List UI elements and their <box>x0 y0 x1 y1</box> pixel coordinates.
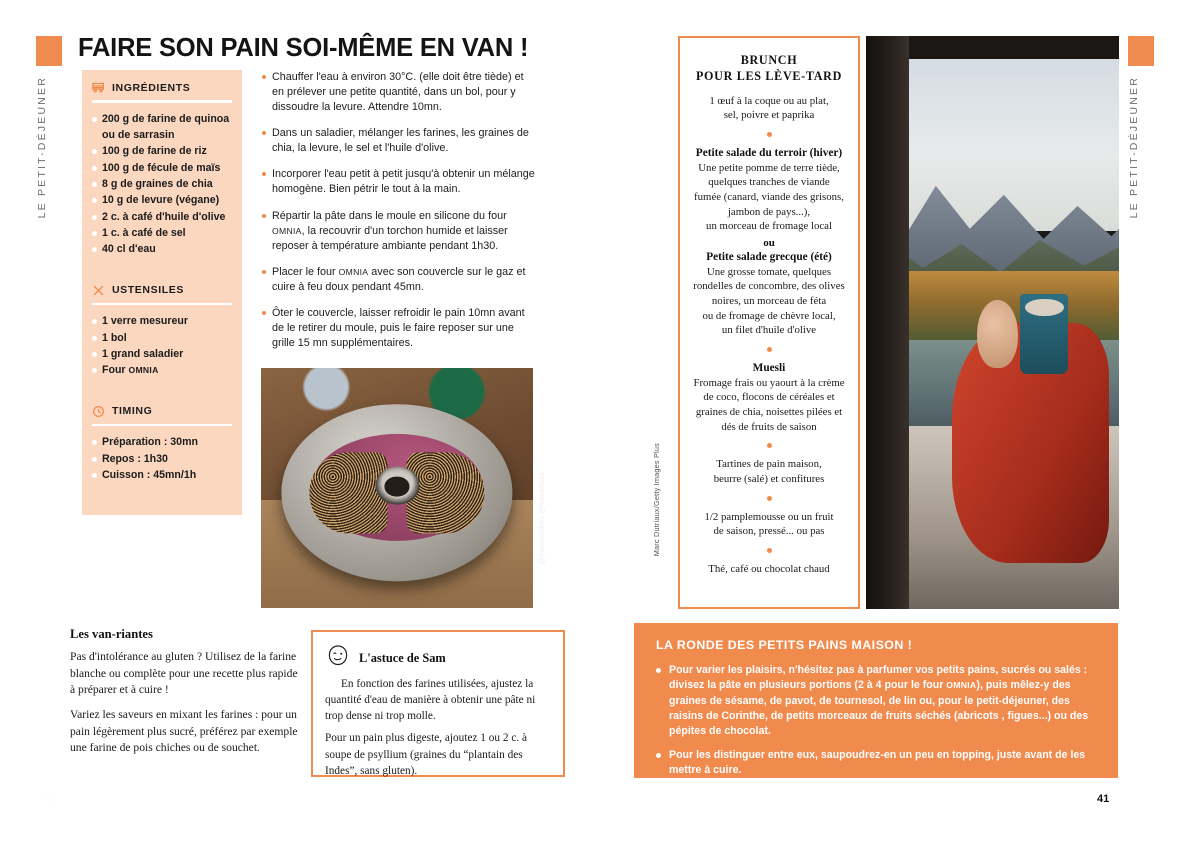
instruction-steps <box>262 70 537 362</box>
petits-pains-callout <box>634 623 1118 778</box>
list-item: Four OMNIA <box>92 363 234 378</box>
brunch-subheading: Petite salade grecque (été) <box>706 251 832 263</box>
omnia-pan <box>281 404 512 582</box>
list-item: 8 g de graines de chia <box>92 177 234 192</box>
brunch-box <box>678 36 860 609</box>
timing-header <box>82 394 242 424</box>
utensils-cross-icon <box>92 284 105 297</box>
brunch-text: Thé, café ou chocolat chaud <box>708 563 830 576</box>
brunch-body <box>689 94 849 577</box>
side-tab-right <box>1128 36 1170 218</box>
van-window-photo <box>866 36 1119 609</box>
step: Placer le four OMNIA avec son couvercle sur le gaz et cuire à feu doux pendant 45mn. <box>262 265 537 295</box>
brunch-text: 1/2 pamplemousse ou un fruit de saison, pressé... ou pas <box>704 510 834 538</box>
ustensiles-header <box>82 273 242 303</box>
divider <box>92 303 232 306</box>
recipe-info-panel <box>82 70 242 515</box>
list-item: Pour les distinguer entre eux, saupoudrez-en un peu en topping, juste avant de les mettre à cuire. <box>656 748 1100 779</box>
section-label-left: LE PETIT-DÉJEUNER <box>36 76 48 219</box>
brunch-title <box>689 52 849 85</box>
step: Chauffer l'eau à environ 30°C. (elle doit être tiède) et en prélever une petite quantité, dans un bol, pour y dissoudre la levure. Attendre 10mn. <box>262 70 537 115</box>
list-item: Repos : 1h30 <box>92 452 234 467</box>
list-item: 1 c. à café de sel <box>92 226 234 241</box>
list-item: 10 g de levure (végane) <box>92 193 234 208</box>
dot-separator <box>767 443 772 448</box>
side-tab-left <box>36 36 78 218</box>
list-item: 1 bol <box>92 331 234 346</box>
list-item: 2 c. à café d'huile d'olive <box>92 210 234 225</box>
list-item: Cuisson : 45mn/1h <box>92 468 234 483</box>
ingredients-heading: INGRÉDIENTS <box>112 81 191 94</box>
brunch-title-line1: BRUNCH <box>740 53 798 67</box>
divider <box>92 424 232 427</box>
brunch-text: Fromage frais ou yaourt à la crème de coco, flocons de céréales et graines de chia, noisettes pilées et dés de fruits de saison <box>693 376 845 433</box>
list-item: 1 grand saladier <box>92 347 234 362</box>
brunch-text: 1 œuf à la coque ou au plat, sel, poivre et paprika <box>709 94 829 122</box>
clock-icon <box>92 405 105 418</box>
dot-separator <box>767 496 772 501</box>
callout-list <box>656 663 1100 779</box>
divider <box>92 100 232 103</box>
bread-photo <box>261 368 533 608</box>
astuce-heading: L'astuce de Sam <box>359 651 446 665</box>
list-item: Préparation : 30mn <box>92 435 234 450</box>
paragraph: Pour un pain plus digeste, ajoutez 1 ou 2 c. à soupe de psyllium (graines du “plantain des Indes”, sans gluten). <box>325 732 528 777</box>
coffee-mug <box>1020 294 1068 374</box>
hand <box>977 300 1017 369</box>
step: Ôter le couvercle, laisser refroidir le pain 10mn avant de le retirer du moule, puis le faire reposer sur une grille 15 mn supplémentaires. <box>262 306 537 351</box>
page-number-right: 41 <box>1097 793 1110 805</box>
section-color-swatch <box>1128 36 1154 66</box>
brunch-subheading: Muesli <box>752 362 786 375</box>
bread-piece-right <box>406 452 485 534</box>
photo-credit-bread: @marcelvibes @lescoflocs <box>537 472 546 565</box>
paragraph: En fonction des farines utilisées, ajustez la quantité d'eau de manière à obtenir une pâte ni trop dense ni trop molle. <box>325 678 536 723</box>
ustensiles-list <box>82 314 242 378</box>
list-item: Pour varier les plaisirs, n'hésitez pas à parfumer vos petits pains, sucrés ou salés : divisez la pâte en plusieurs portions (2 à 4 pour le four OMNIA), puis mêlez-y des graines de sésame, de pavot, de tournesol, de lin ou, pour le petit-déjeuner, des raisins de Corinthe, de petits morceaux de fruits séchés (abricots , figues...) ou des pépites de chocolat. <box>656 663 1100 740</box>
sam-face-icon <box>325 643 351 674</box>
paragraph: Pas d'intolérance au gluten ? Utilisez de la farine blanche ou complète pour une recette plus rapide à préparer et à cuire ! <box>70 650 298 697</box>
step: Répartir la pâte dans le moule en silicone du four OMNIA, la recouvrir d'un torchon humide et laisser reposer à température ambiante pendant 1h30. <box>262 209 537 254</box>
brunch-text: Une petite pomme de terre tiède, quelques tranches de viande fumée (canard, viande des grisons, jambon de pays...), un morceau de fromage local <box>694 161 844 233</box>
section-label-right: LE PETIT-DÉJEUNER <box>1128 76 1140 219</box>
timing-heading: TIMING <box>112 405 153 418</box>
ingredients-list <box>82 112 242 258</box>
brunch-text: Une grosse tomate, quelques rondelles de concombre, des olives noires, un morceau de féta ou de fromage de chèvre local, un filet d'huile d'olive <box>693 265 845 337</box>
van-riantes-section <box>70 627 300 765</box>
list-item: 40 cl d'eau <box>92 242 234 257</box>
step: Incorporer l'eau petit à petit jusqu'à obtenir un mélange homogène. Bien pétrir le tout à la main. <box>262 167 537 197</box>
astuce-box <box>311 630 565 777</box>
brunch-title-line2: POUR LES LÈVE-TARD <box>695 69 843 84</box>
timing-list <box>82 435 242 483</box>
photo-credit-van: Marc Dutriaux/Getty Images Plus <box>652 443 661 557</box>
brunch-text: Tartines de pain maison, beurre (salé) et confitures <box>713 458 825 486</box>
brunch-or-label: ou <box>763 237 775 249</box>
ustensiles-heading: USTENSILES <box>112 284 184 297</box>
dot-separator <box>767 132 772 137</box>
ingredients-header <box>82 70 242 100</box>
brunch-subheading: Petite salade du terroir (hiver) <box>695 146 843 159</box>
page-title: FAIRE SON PAIN SOI-MÊME EN VAN ! <box>78 34 529 62</box>
pan-center-tube <box>375 467 419 504</box>
dot-separator <box>767 347 772 352</box>
list-item: 100 g de fécule de maïs <box>92 161 234 176</box>
van-riantes-heading: Les van-riantes <box>70 627 153 641</box>
list-item: ou de sarrasin <box>102 128 175 141</box>
step: Dans un saladier, mélanger les farines, les graines de chia, la levure, le sel et l'huile d'olive. <box>262 126 537 156</box>
callout-heading: LA RONDE DES PETITS PAINS MAISON ! <box>656 638 913 652</box>
dot-separator <box>767 548 772 553</box>
list-item: 1 verre mesureur <box>92 314 234 329</box>
list-item: 200 g de farine de quinoa <box>92 112 234 127</box>
list-item: 100 g de farine de riz <box>92 144 234 159</box>
van-frame-left <box>866 36 909 609</box>
van-icon <box>92 81 105 94</box>
paragraph: Variez les saveurs en mixant les farines : pour un pain légèrement plus sucré, préférez par exemple une farine de pois chiches ou de souchet. <box>70 708 298 755</box>
page-number-left: 40 <box>44 793 57 805</box>
section-color-swatch <box>36 36 62 66</box>
astuce-header <box>325 643 550 674</box>
